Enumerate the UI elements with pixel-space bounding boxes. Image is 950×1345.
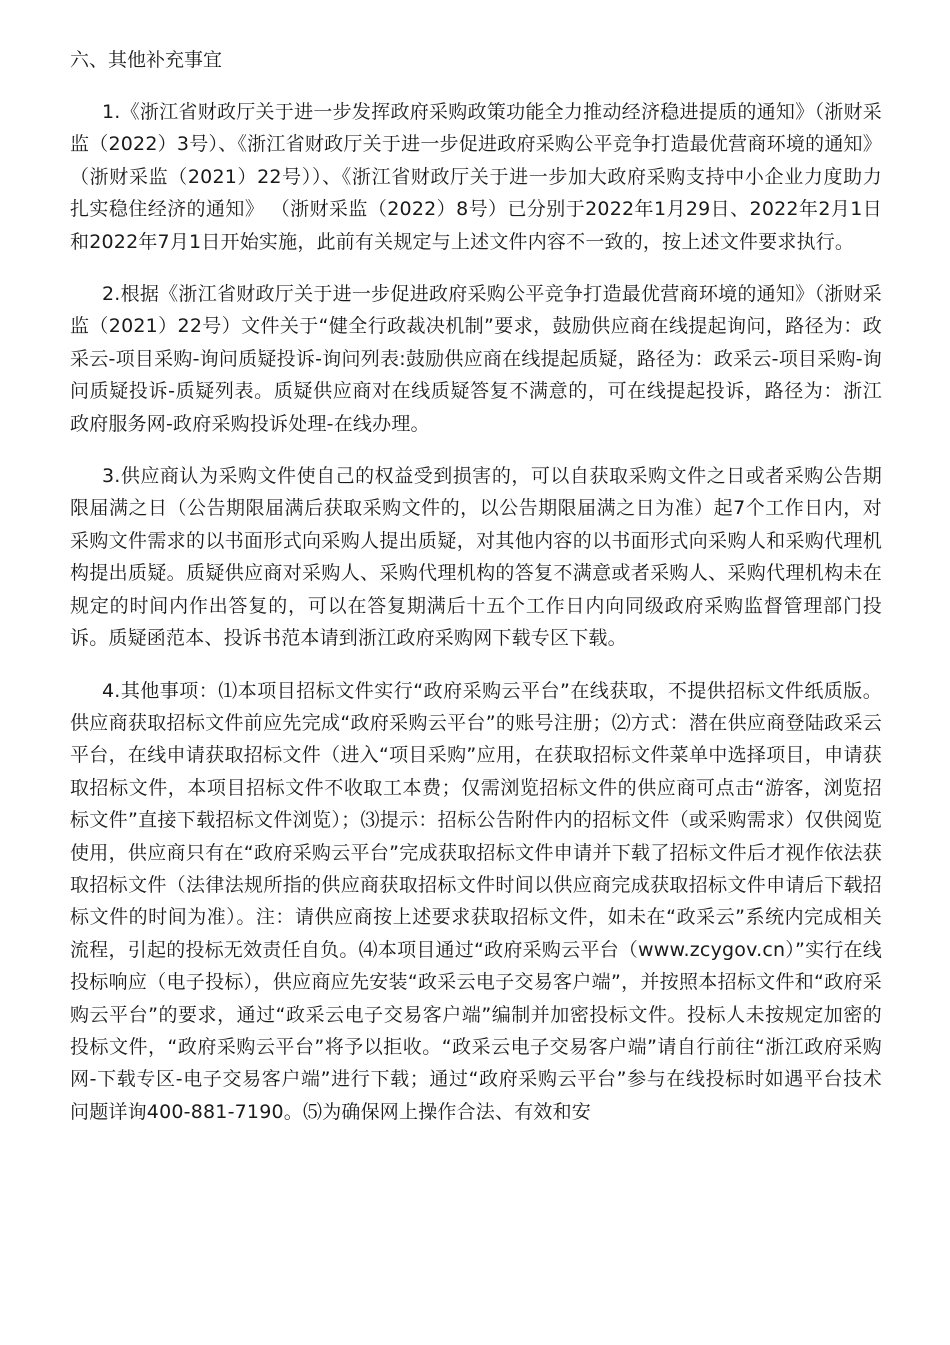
paragraph-1-policy-notices: 1.《浙江省财政厅关于进一步发挥政府采购政策功能全力推动经济稳进提质的通知》（浙财采监（2022）3号）、《浙江省财政厅关于进一步促进政府采购公平竞争打造最优营商环境的通知》（浙财采监（2021）22号））、《浙江省财政厅关于进一步加大政府采购支持中小企业力度助力扎实稳住经济的通知》 （浙财采监（2022）8号）已分别于2022年1月29日、2022年2月1日和2022年7月1日开始实施，此前有关规定与上述文件内容不一致的，按上述文件要求执行。: [70, 101, 882, 253]
paragraph-2-online-inquiry: 2.根据《浙江省财政厅关于进一步促进政府采购公平竞争打造最优营商环境的通知》（浙财采监（2021）22号）文件关于“健全行政裁决机制”要求，鼓励供应商在线提起询问，路径为：政采云-项目采购-询问质疑投诉-询问列表:鼓励供应商在线提起质疑，路径为：政采云-项目采购-询问质疑投诉-质疑列表。质疑供应商对在线质疑答复不满意的，可在线提起投诉，路径为：浙江政府服务网-政府采购投诉处理-在线办理。: [70, 283, 882, 435]
document-body: [70, 44, 882, 1148]
section-heading: 六、其他补充事宜: [70, 49, 223, 71]
paragraph-4-other-matters: 4.其他事项：⑴本项目招标文件实行“政府采购云平台”在线获取，不提供招标文件纸质版。供应商获取招标文件前应先完成“政府采购云平台”的账号注册；⑵方式：潜在供应商登陆政采云平台，在线申请获取招标文件（进入“项目采购”应用，在获取招标文件菜单中选择项目，申请获取招标文件，本项目招标文件不收取工本费；仅需浏览招标文件的供应商可点击“游客，浏览招标文件”直接下载招标文件浏览）；⑶提示：招标公告附件内的招标文件（或采购需求）仅供阅览使用，供应商只有在“政府采购云平台”完成获取招标文件申请并下载了招标文件后才视作依法获取招标文件（法律法规所指的供应商获取招标文件时间以供应商完成获取招标文件申请后下载招标文件的时间为准）。注：请供应商按上述要求获取招标文件，如未在“政采云”系统内完成相关流程，引起的投标无效责任自负。⑷本项目通过“政府采购云平台（www.zcygov.cn）”实行在线投标响应（电子投标），供应商应先安装“政采云电子交易客户端”，并按照本招标文件和“政府采购云平台”的要求，通过“政采云电子交易客户端”编制并加密投标文件。投标人未按规定加密的投标文件，“政府采购云平台”将予以拒收。“政采云电子交易客户端”请自行前往“浙江政府采购网-下载专区-电子交易客户端”进行下载；通过“政府采购云平台”参与在线投标时如遇平台技术问题详询400-881-7190。⑸为确保网上操作合法、有效和安: [70, 679, 882, 1123]
paragraph-3-challenge-procedure: 3.供应商认为采购文件使自己的权益受到损害的，可以自获取采购文件之日或者采购公告期限届满之日（公告期限届满后获取采购文件的，以公告期限届满之日为准）起7个工作日内，对采购文件需求的以书面形式向采购人提出质疑，对其他内容的以书面形式向采购人和采购代理机构提出质疑。质疑供应商对采购人、采购代理机构的答复不满意或者采购人、采购代理机构未在规定的时间内作出答复的，可以在答复期满后十五个工作日内向同级政府采购监督管理部门投诉。质疑函范本、投诉书范本请到浙江政府采购网下载专区下载。: [70, 465, 882, 650]
